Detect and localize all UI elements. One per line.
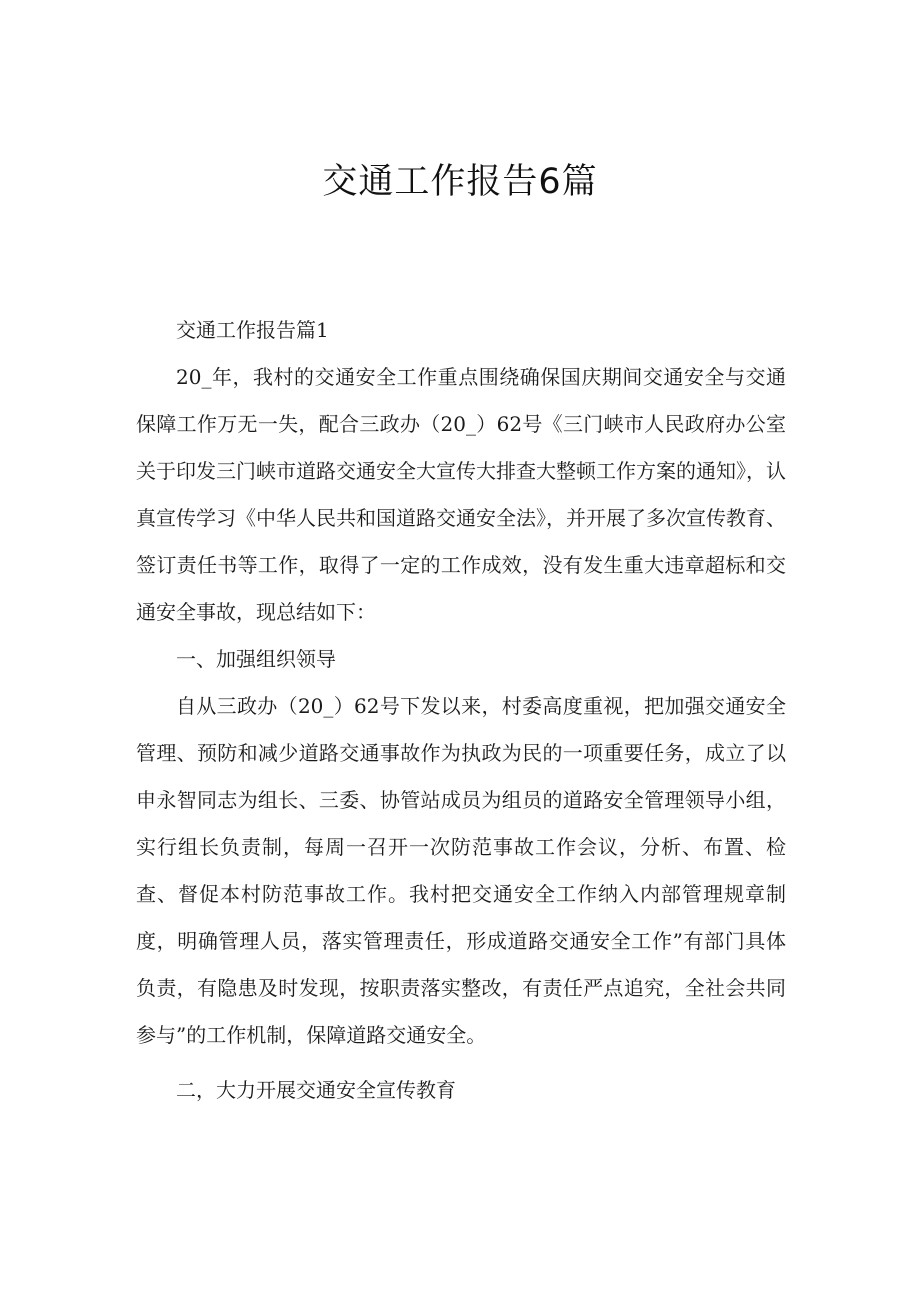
document-body xyxy=(136,307,786,1114)
section-heading-publicity: 二，大力开展交通安全宣传教育 xyxy=(176,1078,456,1102)
section-heading-organization: 一、加强组织领导 xyxy=(176,647,336,671)
document-title: 交通工作报告6篇 xyxy=(322,162,598,202)
intro-paragraph: 20_年，我村的交通安全工作重点围绕确保国庆期间交通安全与交通保障工作万无一失，配合三政办（20_）62号《三门峡市人民政府办公室关于印发三门峡市道路交通安全大宣传大排查大整顿工作方案的通知》，认真宣传学习《中华人民共和国道路交通安全法》，并开展了多次宣传教育、签订责任书等工作，取得了一定的工作成效，没有发生重大违章超标和交通安全事故，现总结如下： xyxy=(136,365,786,624)
organization-paragraph: 自从三政办（20_）62号下发以来，村委高度重视，把加强交通安全管理、预防和减少道路交通事故作为执政为民的一项重要任务，成立了以申永智同志为组长、三委、协管站成员为组员的道路安全管理领导小组，实行组长负责制，每周一召开一次防范事故工作会议，分析、布置、检查、督促本村防范事故工作。我村把交通安全工作纳入内部管理规章制度，明确管理人员，落实管理责任，形成道路交通安全工作”有部门具体负责，有隐患及时发现，按职责落实整改，有责任严点追究，全社会共同参与”的工作机制，保障道路交通安全。 xyxy=(136,694,786,1047)
section-heading-part-1: 交通工作报告篇1 xyxy=(176,318,329,342)
